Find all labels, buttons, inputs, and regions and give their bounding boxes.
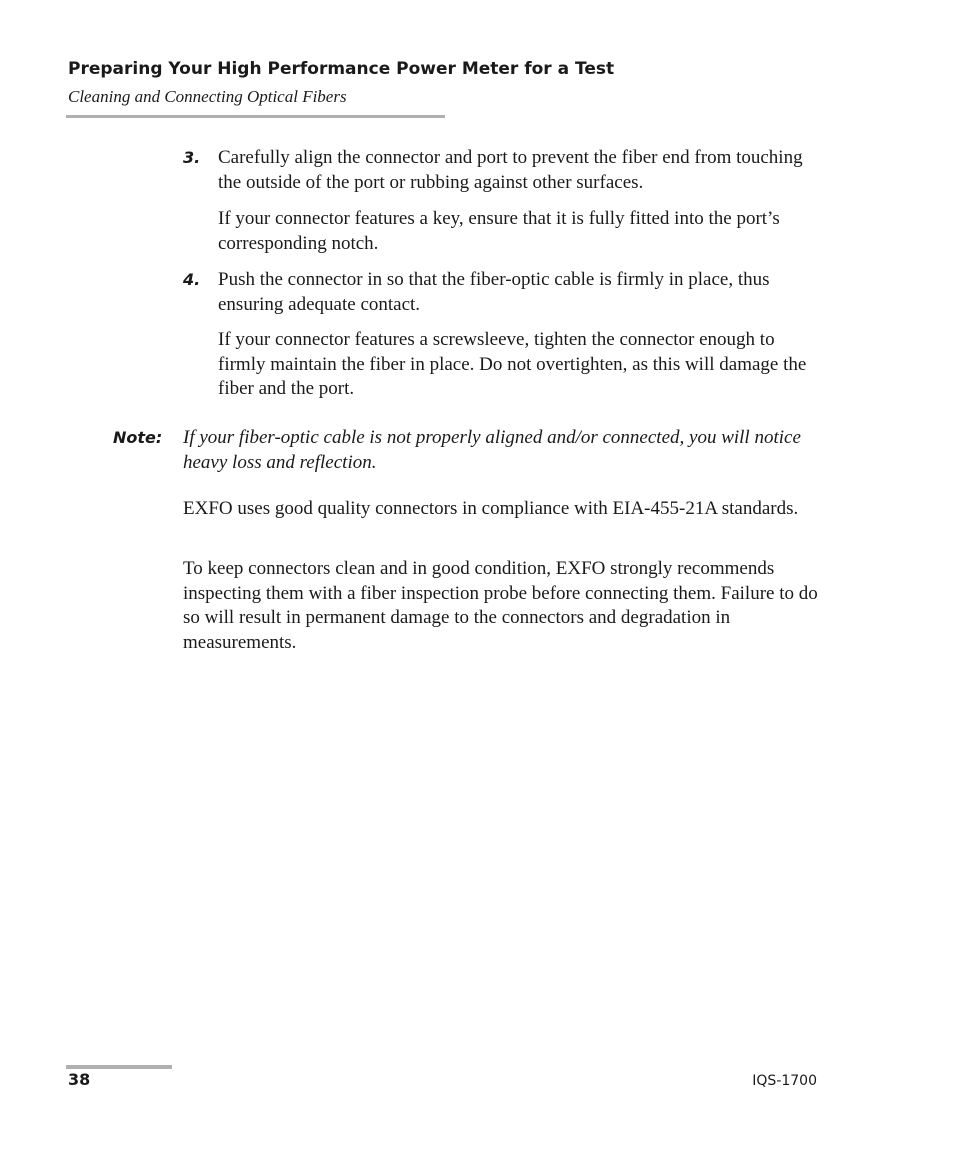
section-title: Cleaning and Connecting Optical Fibers [68, 87, 347, 106]
step-4-followup: If your connector features a screwsleeve, tighten the connector enough to firmly maintain the fiber in place. Do not overtighten, as this will damage the fiber and the port. [218, 329, 807, 399]
step-3 [183, 146, 823, 195]
body-paragraph-inspection: To keep connectors clean and in good condition, EXFO strongly recommends inspecting them with a fiber inspection probe before connecting them. Failure to do so will result in permanent damage to the connectors and degradation in measurements. [183, 558, 818, 653]
header-divider [66, 115, 445, 118]
step-number: 4. [183, 270, 201, 289]
step-4 [183, 268, 823, 317]
step-3-followup: If your connector features a key, ensure that it is fully fitted into the port’s corresponding notch. [218, 208, 780, 254]
product-name: IQS-1700 [752, 1073, 817, 1089]
page-number: 38 [68, 1070, 91, 1089]
chapter-title: Preparing Your High Performance Power Meter for a Test [68, 59, 615, 79]
note-label: Note: [113, 428, 163, 447]
note-text: If your fiber-optic cable is not properly aligned and/or connected, you will notice heavy loss and reflection. [183, 427, 801, 473]
step-text: Push the connector in so that the fiber-optic cable is firmly in place, thus ensuring adequate contact. [218, 269, 770, 315]
step-number: 3. [183, 148, 201, 167]
step-text: Carefully align the connector and port to prevent the fiber end from touching the outside of the port or rubbing against other surfaces. [218, 147, 803, 193]
body-paragraph-standards: EXFO uses good quality connectors in compliance with EIA-455-21A standards. [183, 498, 799, 519]
